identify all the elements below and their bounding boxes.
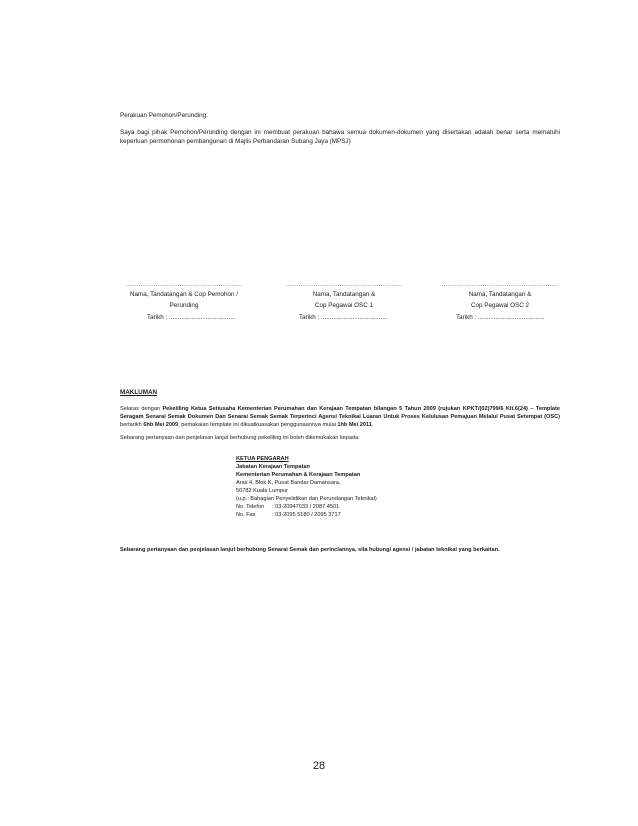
signature-line: ...................................................... [285,282,403,288]
closing-note: Sebarang pertanyaan dan penjelasan lanjut berhubung Senarai Semak dan perinciannya, sila hubungi agensi / jabatan teknikal yang berkaitan. [120,547,500,553]
address-ministry: Kementerian Perumahan & Kerajaan Tempatan [236,472,361,478]
date-field-osc1: Tarikh : ...................................... [299,314,388,321]
date-field-osc2: Tarikh : ...................................... [456,314,545,321]
makluman-paragraph [120,405,560,429]
declaration-text: Saya bagi pihak Pemohon/Perunding dengan ini membuat perakuan bahawa semua dokumen-dokumen yang disertakan adalah benar serta mematuhi keperluan permohonan pembangunan di Majlis Perbandaran Subang Jaya (MPSJ) [120,129,560,145]
signature-label-line1: Nama, Tandatangan & [312,291,376,298]
circular-reference: Pekeliling Ketua Setiusaha Kementerian Perumahan dan Kerajaan Tempatan bilangan 5 Tahun 2009 (rujukan KPKT/(02)799/6 Klt.6(24) – Template Seragam Senarai Semak Dokumen Dan Senarai Semak Semak Terperinci Agensi Teknikal Luaran Untuk Proses Kelulusan Pemajuan Melalui Pusat Setempat (OSC) [120,406,560,420]
signature-block-osc2 [436,282,564,311]
declaration-heading: Perakuan Pemohon/Perunding: [120,112,208,119]
signature-label-line1: Nama, Tandatangan & [468,291,532,298]
signature-label-line2: Cop Pegawai OSC 2 [470,302,530,309]
address-line: Aras 4, Blok K, Pusat Bandar Damansara, [236,480,341,486]
signature-label-line2: Cop Pegawai OSC 1 [314,302,374,309]
makluman-heading: MAKLUMAN [120,389,158,396]
address-block [236,455,377,519]
signature-label-line1: Nama, Tandatangan & Cop Pemohon / [129,291,239,298]
makluman-paragraph-2: Sebarang pertanyaan dan penjelasan lanjut berhubung pekeliling ini boleh dikemukakan kepada: [120,435,360,441]
address-line: (u.p.: Bahagian Penyelidikan dan Perundangan Teknikal) [236,496,377,502]
address-fax [236,511,377,519]
address-telephone [236,503,377,511]
makluman-text: bertarikh [120,422,144,428]
effective-date: 1hb Mei 2011 [337,422,372,428]
address-line: 50782 Kuala Lumpur [236,488,288,494]
signature-line: ...................................................... [441,282,559,288]
fax-value: : 03-2095 5180 / 2095 3717 [272,512,341,518]
address-department: Jabatan Kerajaan Tempatan [236,464,310,470]
telephone-label: No. Telefon [236,504,265,510]
signature-block-applicant [120,282,248,311]
telephone-value: : 03-20947033 / 2087 4501 [272,504,340,510]
makluman-text: . [371,422,374,428]
page-number: 28 [312,760,326,772]
makluman-text: Selaras dengan [120,406,163,412]
makluman-text: , pemakaian template ini dikuatkuasakan penggunaannya mulai [178,422,338,428]
signature-label-line2: Perunding [169,302,199,309]
date-field-applicant: Tarikh : ...................................... [147,314,236,321]
signature-block-osc1 [280,282,408,311]
circular-date: 6hb Mei 2009 [143,422,179,428]
signature-line: ...................................................... [125,282,243,288]
address-title: KETUA PENGARAH [236,456,289,462]
fax-label: No. Fax [236,512,256,518]
